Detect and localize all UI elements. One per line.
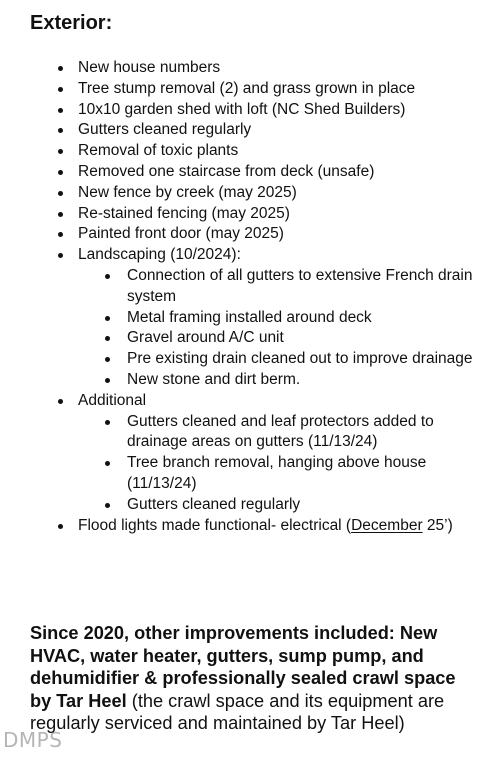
sublist-item: Pre existing drain cleaned out to improve drainage [127,349,480,370]
sublist-item: Gravel around A/C unit [127,328,480,349]
list-item: New house numbers [78,58,480,79]
flood-lights-date: December [351,516,423,534]
list-item: Painted front door (may 2025) [78,224,480,245]
sublist-item: Gutters cleaned regularly [127,495,480,516]
list-item: Re-stained fencing (may 2025) [78,204,480,225]
flood-lights-suffix: 25’) [422,516,453,534]
list-item: Removal of toxic plants [78,141,480,162]
flood-lights-text: Flood lights made functional- electrical ( [78,516,352,534]
sublist-item: Gutters cleaned and leaf protectors added to drainage areas on gutters (11/13/24) [127,412,480,454]
section-heading: Exterior: [30,12,113,34]
list-item: Tree stump removal (2) and grass grown in place [78,79,480,100]
list-item-label: Additional [78,391,147,409]
improvements-list [30,58,480,536]
list-item-label: Landscaping (10/2024): [78,246,241,264]
list-item-additional [78,391,480,516]
sublist-item: Metal framing installed around deck [127,308,480,329]
sublist-item: Tree branch removal, hanging above house (11/13/24) [127,453,480,495]
watermark-logo: DMPS [3,728,63,752]
list-item-landscaping [78,245,480,391]
additional-sublist [78,412,480,516]
list-item: New fence by creek (may 2025) [78,183,480,204]
sublist-item: Connection of all gutters to extensive French drain system [127,266,480,308]
summary-normal-text: (the crawl space and its equipment are regularly serviced and maintained by Tar Heel) [30,690,445,733]
list-item: Removed one staircase from deck (unsafe) [78,162,480,183]
summary-bold-text: Since 2020, other improvements included: New HVAC, water heater, gutters, sump pump, and dehumidifier & professionally sealed crawl space by Tar Heel [30,623,456,711]
sublist-item: New stone and dirt berm. [127,370,480,391]
list-item: Gutters cleaned regularly [78,120,480,141]
list-item: 10x10 garden shed with loft (NC Shed Builders) [78,100,480,121]
list-item-flood-lights [78,516,480,537]
landscaping-sublist [78,266,480,391]
improvements-summary [30,622,460,735]
